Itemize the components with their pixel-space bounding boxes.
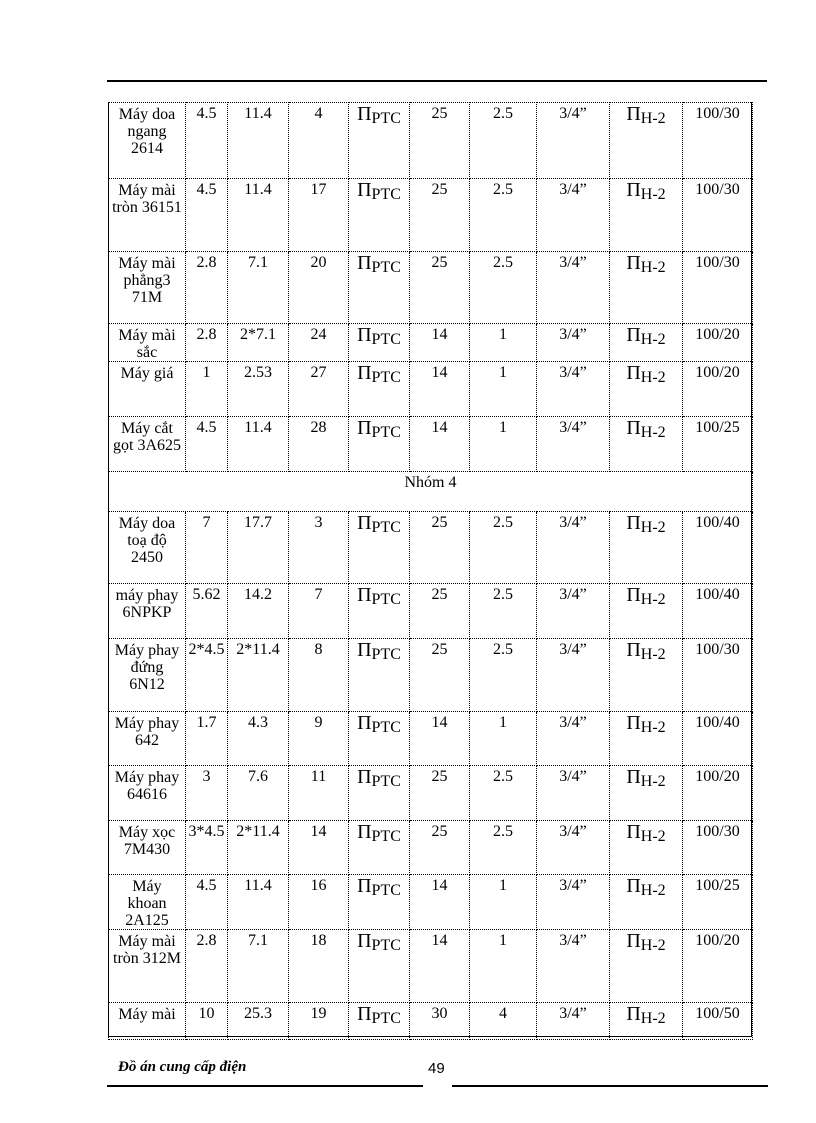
rating-cell: 25: [410, 584, 470, 639]
wire-type-symbol: Π: [357, 512, 372, 534]
fuse-type-cell: [610, 584, 683, 639]
wire-type-cell: [349, 639, 410, 712]
fuse-rating-cell: 100/20: [683, 362, 753, 417]
current-cell: 11.4: [228, 417, 289, 472]
index-cell: 8: [289, 639, 349, 712]
pipe-size-cell: 3/4”: [537, 324, 610, 362]
fuse-type-code: H-2: [640, 773, 666, 790]
power-cell: 4.5: [186, 103, 228, 179]
fuse-type-cell: [610, 362, 683, 417]
device-name: máy phay 6NPKP: [109, 584, 186, 639]
fuse-rating-cell: 100/20: [683, 766, 753, 821]
rating-cell: 14: [410, 362, 470, 417]
wire-type-cell: [349, 512, 410, 584]
fuse-type-symbol: Π: [626, 930, 641, 952]
power-cell: 1: [186, 362, 228, 417]
pipe-size-cell: 3/4”: [537, 179, 610, 252]
wire-type-cell: [349, 252, 410, 324]
current-cell: 2*11.4: [228, 821, 289, 875]
wire-type-code: PTC: [371, 773, 401, 790]
power-cell: 4.5: [186, 179, 228, 252]
rating-cell: 25: [410, 179, 470, 252]
current-cell: 7.6: [228, 766, 289, 821]
wire-type-cell: [349, 324, 410, 362]
section-cell: 4: [470, 1003, 537, 1040]
power-cell: 2.8: [186, 252, 228, 324]
wire-type-symbol: Π: [357, 712, 372, 734]
current-cell: 14.2: [228, 584, 289, 639]
device-name: Máy doa toạ độ 2450: [109, 512, 186, 584]
section-cell: 2.5: [470, 179, 537, 252]
equipment-table: [108, 102, 753, 1040]
wire-type-code: PTC: [371, 828, 401, 845]
fuse-type-symbol: Π: [626, 252, 641, 274]
table-row: [109, 512, 753, 584]
wire-type-code: PTC: [371, 110, 401, 127]
wire-type-cell: [349, 417, 410, 472]
group-row: [109, 472, 753, 512]
fuse-type-code: H-2: [640, 259, 666, 276]
rating-cell: 25: [410, 252, 470, 324]
section-cell: 2.5: [470, 766, 537, 821]
pipe-size-cell: 3/4”: [537, 875, 610, 930]
wire-type-code: PTC: [371, 1010, 401, 1027]
pipe-size-cell: 3/4”: [537, 584, 610, 639]
wire-type-code: PTC: [371, 186, 401, 203]
current-cell: 11.4: [228, 179, 289, 252]
power-cell: 10: [186, 1003, 228, 1040]
wire-type-code: PTC: [371, 882, 401, 899]
wire-type-symbol: Π: [357, 1003, 372, 1025]
header-rule: [107, 80, 767, 82]
fuse-rating-cell: 100/40: [683, 712, 753, 766]
section-cell: 2.5: [470, 103, 537, 179]
index-cell: 4: [289, 103, 349, 179]
device-name: Máy phay 64616: [109, 766, 186, 821]
pipe-size-cell: 3/4”: [537, 252, 610, 324]
table-row: [109, 1003, 753, 1040]
index-cell: 11: [289, 766, 349, 821]
device-name: Máy mài tròn 312M: [109, 930, 186, 1003]
rating-cell: 14: [410, 712, 470, 766]
index-cell: 7: [289, 584, 349, 639]
index-cell: 27: [289, 362, 349, 417]
fuse-type-cell: [610, 639, 683, 712]
wire-type-symbol: Π: [357, 821, 372, 843]
fuse-type-cell: [610, 766, 683, 821]
fuse-type-cell: [610, 1003, 683, 1040]
power-cell: 7: [186, 512, 228, 584]
power-cell: 2*4.5: [186, 639, 228, 712]
section-cell: 2.5: [470, 252, 537, 324]
fuse-type-code: H-2: [640, 646, 666, 663]
table-row: [109, 821, 753, 875]
fuse-type-symbol: Π: [626, 584, 641, 606]
pipe-size-cell: 3/4”: [537, 639, 610, 712]
section-cell: 2.5: [470, 821, 537, 875]
wire-type-symbol: Π: [357, 875, 372, 897]
fuse-type-symbol: Π: [626, 639, 641, 661]
fuse-type-cell: [610, 417, 683, 472]
device-name: Máy giá: [109, 362, 186, 417]
fuse-type-code: H-2: [640, 882, 666, 899]
section-cell: 1: [470, 417, 537, 472]
fuse-type-code: H-2: [640, 331, 666, 348]
fuse-type-symbol: Π: [626, 362, 641, 384]
table-row: [109, 252, 753, 324]
fuse-type-cell: [610, 103, 683, 179]
device-name: Máy cắt gọt 3A625: [109, 417, 186, 472]
current-cell: 11.4: [228, 103, 289, 179]
table-row: [109, 875, 753, 930]
fuse-type-symbol: Π: [626, 766, 641, 788]
fuse-type-cell: [610, 712, 683, 766]
device-name: Máy mài tròn 36151: [109, 179, 186, 252]
footer-rule-left: [107, 1085, 423, 1087]
rating-cell: 14: [410, 930, 470, 1003]
fuse-type-cell: [610, 252, 683, 324]
wire-type-symbol: Π: [357, 324, 372, 346]
fuse-rating-cell: 100/30: [683, 639, 753, 712]
fuse-type-code: H-2: [640, 519, 666, 536]
table-body-group-3: [109, 103, 753, 472]
current-cell: 2*11.4: [228, 639, 289, 712]
rating-cell: 25: [410, 103, 470, 179]
current-cell: 11.4: [228, 875, 289, 930]
wire-type-symbol: Π: [357, 639, 372, 661]
wire-type-cell: [349, 1003, 410, 1040]
current-cell: 2.53: [228, 362, 289, 417]
device-name: Máy mài: [109, 1003, 186, 1040]
fuse-type-code: H-2: [640, 424, 666, 441]
rating-cell: 25: [410, 512, 470, 584]
pipe-size-cell: 3/4”: [537, 930, 610, 1003]
table-row: [109, 639, 753, 712]
pipe-size-cell: 3/4”: [537, 766, 610, 821]
rating-cell: 25: [410, 639, 470, 712]
current-cell: 25.3: [228, 1003, 289, 1040]
fuse-type-cell: [610, 930, 683, 1003]
fuse-type-code: H-2: [640, 186, 666, 203]
fuse-type-symbol: Π: [626, 179, 641, 201]
fuse-type-code: H-2: [640, 937, 666, 954]
index-cell: 14: [289, 821, 349, 875]
current-cell: 4.3: [228, 712, 289, 766]
power-cell: 2.8: [186, 324, 228, 362]
section-cell: 1: [470, 324, 537, 362]
wire-type-code: PTC: [371, 331, 401, 348]
index-cell: 18: [289, 930, 349, 1003]
index-cell: 24: [289, 324, 349, 362]
fuse-type-cell: [610, 875, 683, 930]
table-row: [109, 417, 753, 472]
fuse-rating-cell: 100/30: [683, 179, 753, 252]
device-name: Máy doa ngang 2614: [109, 103, 186, 179]
wire-type-code: PTC: [371, 937, 401, 954]
table-border-bottom: [108, 1036, 752, 1037]
fuse-rating-cell: 100/40: [683, 512, 753, 584]
fuse-type-code: H-2: [640, 1010, 666, 1027]
index-cell: 28: [289, 417, 349, 472]
section-cell: 1: [470, 875, 537, 930]
table-row: [109, 766, 753, 821]
fuse-type-symbol: Π: [626, 324, 641, 346]
wire-type-cell: [349, 930, 410, 1003]
fuse-type-code: H-2: [640, 591, 666, 608]
device-name: Máy mài phẳng3 71M: [109, 252, 186, 324]
fuse-rating-cell: 100/30: [683, 252, 753, 324]
power-cell: 3*4.5: [186, 821, 228, 875]
index-cell: 3: [289, 512, 349, 584]
table-body-group-4: [109, 512, 753, 1040]
fuse-type-code: H-2: [640, 369, 666, 386]
fuse-type-symbol: Π: [626, 103, 641, 125]
current-cell: 17.7: [228, 512, 289, 584]
table-border-left: [108, 102, 109, 1037]
device-name: Máy phay 642: [109, 712, 186, 766]
power-cell: 2.8: [186, 930, 228, 1003]
index-cell: 17: [289, 179, 349, 252]
index-cell: 20: [289, 252, 349, 324]
pipe-size-cell: 3/4”: [537, 362, 610, 417]
fuse-rating-cell: 100/50: [683, 1003, 753, 1040]
index-cell: 19: [289, 1003, 349, 1040]
table-row: [109, 362, 753, 417]
pipe-size-cell: 3/4”: [537, 512, 610, 584]
pipe-size-cell: 3/4”: [537, 712, 610, 766]
fuse-type-symbol: Π: [626, 512, 641, 534]
wire-type-cell: [349, 179, 410, 252]
table-row: [109, 103, 753, 179]
fuse-type-cell: [610, 512, 683, 584]
wire-type-cell: [349, 362, 410, 417]
wire-type-cell: [349, 766, 410, 821]
table-row: [109, 324, 753, 362]
wire-type-symbol: Π: [357, 766, 372, 788]
fuse-rating-cell: 100/20: [683, 930, 753, 1003]
rating-cell: 14: [410, 417, 470, 472]
section-cell: 2.5: [470, 639, 537, 712]
power-cell: 5.62: [186, 584, 228, 639]
rating-cell: 25: [410, 821, 470, 875]
current-cell: 2*7.1: [228, 324, 289, 362]
device-name: Máy xọc 7M430: [109, 821, 186, 875]
wire-type-symbol: Π: [357, 362, 372, 384]
table-row: [109, 179, 753, 252]
fuse-type-symbol: Π: [626, 875, 641, 897]
table-border-right: [751, 102, 752, 1037]
section-cell: 2.5: [470, 584, 537, 639]
section-cell: 1: [470, 362, 537, 417]
wire-type-code: PTC: [371, 646, 401, 663]
fuse-rating-cell: 100/20: [683, 324, 753, 362]
power-cell: 3: [186, 766, 228, 821]
fuse-rating-cell: 100/40: [683, 584, 753, 639]
pipe-size-cell: 3/4”: [537, 103, 610, 179]
fuse-type-symbol: Π: [626, 417, 641, 439]
fuse-type-symbol: Π: [626, 821, 641, 843]
fuse-type-symbol: Π: [626, 1003, 641, 1025]
group-header: [109, 472, 753, 512]
power-cell: 4.5: [186, 875, 228, 930]
fuse-type-cell: [610, 821, 683, 875]
wire-type-symbol: Π: [357, 584, 372, 606]
wire-type-code: PTC: [371, 519, 401, 536]
wire-type-cell: [349, 821, 410, 875]
group-label: Nhóm 4: [109, 472, 753, 512]
footer-title: Đồ án cung cấp điện: [118, 1059, 247, 1075]
index-cell: 16: [289, 875, 349, 930]
table-row: [109, 930, 753, 1003]
wire-type-cell: [349, 584, 410, 639]
current-cell: 7.1: [228, 252, 289, 324]
wire-type-cell: [349, 875, 410, 930]
section-cell: 2.5: [470, 512, 537, 584]
page-number: 49: [428, 1060, 445, 1077]
wire-type-symbol: Π: [357, 417, 372, 439]
rating-cell: 14: [410, 324, 470, 362]
table-row: [109, 584, 753, 639]
fuse-type-code: H-2: [640, 828, 666, 845]
fuse-type-cell: [610, 324, 683, 362]
wire-type-symbol: Π: [357, 252, 372, 274]
wire-type-cell: [349, 712, 410, 766]
power-cell: 4.5: [186, 417, 228, 472]
pipe-size-cell: 3/4”: [537, 1003, 610, 1040]
fuse-rating-cell: 100/25: [683, 875, 753, 930]
current-cell: 7.1: [228, 930, 289, 1003]
fuse-type-code: H-2: [640, 110, 666, 127]
wire-type-code: PTC: [371, 369, 401, 386]
fuse-type-code: H-2: [640, 719, 666, 736]
wire-type-symbol: Π: [357, 103, 372, 125]
section-cell: 1: [470, 930, 537, 1003]
wire-type-code: PTC: [371, 591, 401, 608]
rating-cell: 25: [410, 766, 470, 821]
wire-type-code: PTC: [371, 719, 401, 736]
device-name: Máy mài sắc: [109, 324, 186, 362]
fuse-type-cell: [610, 179, 683, 252]
fuse-rating-cell: 100/25: [683, 417, 753, 472]
pipe-size-cell: 3/4”: [537, 821, 610, 875]
wire-type-cell: [349, 103, 410, 179]
wire-type-code: PTC: [371, 259, 401, 276]
wire-type-code: PTC: [371, 424, 401, 441]
pipe-size-cell: 3/4”: [537, 417, 610, 472]
wire-type-symbol: Π: [357, 179, 372, 201]
rating-cell: 30: [410, 1003, 470, 1040]
rating-cell: 14: [410, 875, 470, 930]
index-cell: 9: [289, 712, 349, 766]
fuse-type-symbol: Π: [626, 712, 641, 734]
table-row: [109, 712, 753, 766]
fuse-rating-cell: 100/30: [683, 821, 753, 875]
fuse-rating-cell: 100/30: [683, 103, 753, 179]
power-cell: 1.7: [186, 712, 228, 766]
footer-rule-right: [452, 1085, 768, 1087]
device-name: Máy phay đứng 6N12: [109, 639, 186, 712]
wire-type-symbol: Π: [357, 930, 372, 952]
device-name: Máy khoan 2A125: [109, 875, 186, 930]
section-cell: 1: [470, 712, 537, 766]
